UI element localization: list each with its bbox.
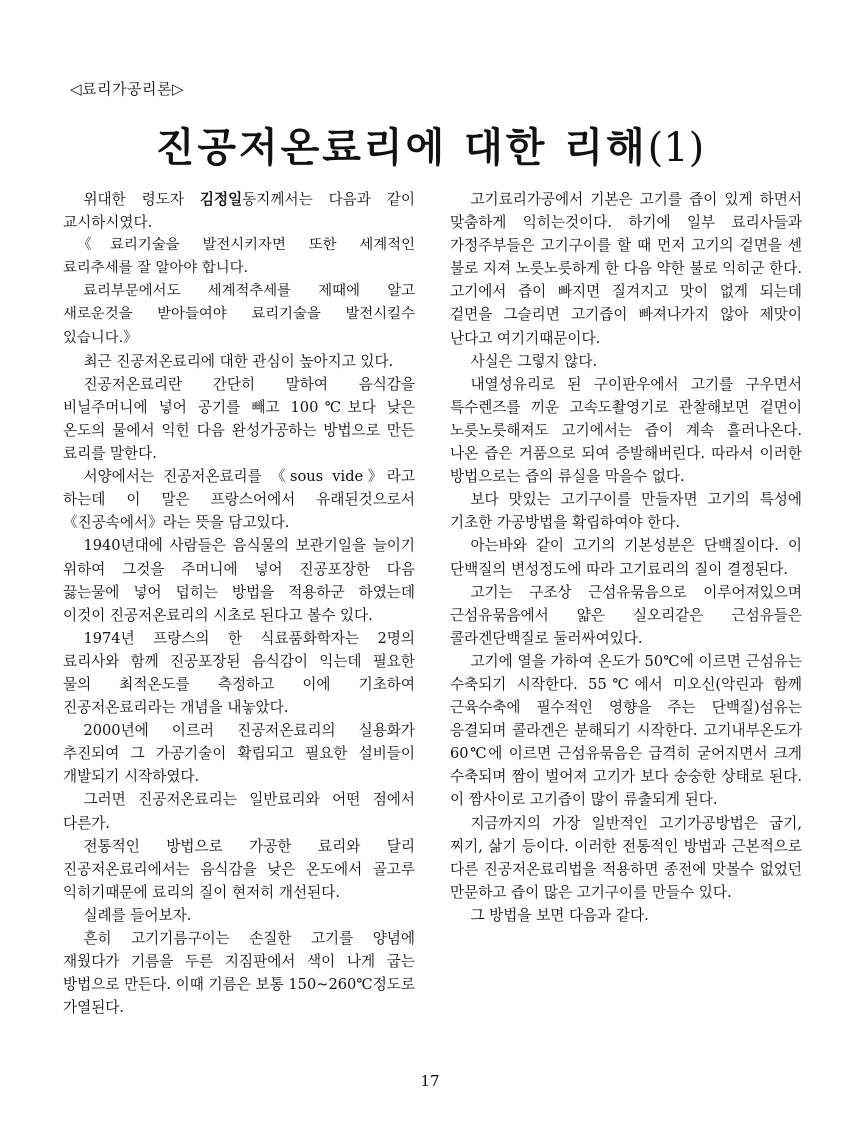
body-paragraph: 그 방법을 보면 다음과 같다. [470, 906, 649, 924]
body-paragraph: 1940년대에 사람들은 음식물의 보관기일을 늘이기 위하여 그것을 주머니에 넣어 진공포장한 다음 끓는물에 넣어 덥히는 방법을 적용하군 하였는데 이것이 진공저온료리의 시초로 된다고 볼수 있다. [63, 537, 415, 624]
body-paragraph: 진공저온료리란 간단히 말하여 음식감을 비닐주머니에 넣어 공기를 빼고 100℃보다 낮은 온도의 물에서 익힌 다음 완성가공하는 방법으로 만든 료리를 말한다. [63, 375, 415, 463]
body-paragraph: 서양에서는 진공저온료리를 《sous vide》라고 하는데 이 말은 프랑스어에서 유래된것으로서 《진공속에서》라는 뜻을 담고있다. [63, 468, 415, 532]
page-number: 17 [420, 1072, 440, 1090]
body-paragraph: 전통적인 방법으로 가공한 료리와 달리 진공저온료리에서는 음식감을 낮은 온도에서 골고루 익히기때문에 료리의 질이 현저히 개선된다. [63, 837, 415, 901]
article-title-text: 진공저온료리에 대한 리해 [155, 125, 648, 171]
intro-text-after: 동지께서는 다음과 같이 교시하시였다. [63, 191, 415, 232]
body-paragraph: 고기는 구조상 근섬유묶음으로 이루어져있으며 근섬유묶음에서 얇은 실오리같은 근섬유들은 콜라겐단백질로 둘러싸여있다. [450, 583, 802, 647]
body-paragraph: 흔히 고기기름구이는 손질한 고기를 양념에 재웠다가 기름을 두른 지짐판에서 색이 나게 굽는 방법으로 만든다. 이때 기름은 보통 150~260℃정도로 가열된다. [63, 930, 415, 1017]
body-paragraph: 내열성유리로 된 구이판우에서 고기를 구우면서 특수렌즈를 끼운 고속도촬영기로 관찰해보면 겉면이 노릇노릇해져도 고기에서는 즙이 계속 흘러나온다. 나온 즙은 거품으로 되여 증발해버린다. 따라서 이러한 방법으로는 즙의 류실을 막을수 없다. [450, 375, 802, 486]
body-paragraph: 사실은 그렇지 않다. [470, 352, 598, 370]
right-column [450, 188, 802, 927]
body-paragraph: 보다 맛있는 고기구이를 만들자면 고기의 특성에 기초한 가공방법을 확립하여야 한다. [450, 491, 802, 532]
body-paragraph: 최근 진공저온료리에 대한 관심이 높아지고 있다. [83, 352, 394, 370]
section-label: ◁료리가공리론▷ [70, 80, 185, 98]
body-paragraph: 고기료리가공에서 기본은 고기를 즙이 있게 하면서 맞춤하게 익히는것이다. 하기에 일부 료리사들과 가정주부들은 고기구이를 할 때 먼저 고기의 겉면을 센 불로 지져 노릇노릇하게 한 다음 약한 불로 익히군 한다. 고기에서 즙이 빠지면 질겨지고 맛이 없게 되는데 겉면을 그슬리면 고기즙이 빠져나가지 않아 제맛이 난다고 여기기때문이다. [450, 191, 802, 347]
body-paragraph: 아는바와 같이 고기의 기본성분은 단백질이다. 이 단백질의 변성정도에 따라 고기료리의 질이 결정된다. [450, 537, 802, 578]
intro-paragraph [63, 188, 415, 234]
body-paragraph: 실례를 들어보자. [83, 906, 192, 924]
body-paragraph: 2000년에 이르러 진공저온료리의 실용화가 추진되여 그 가공기술이 확립되고 필요한 설비들이 개발되기 시작하였다. [63, 722, 415, 786]
body-paragraph: 고기에 열을 가하여 온도가 50℃에 이르면 근섬유는 수축되기 시작한다. 55℃에서 미오신(악린과 함께 근육수축에 필수적인 영향을 주는 단백질)섬유는 응결되며 콜라겐은 분해되기 시작한다. 고기내부온도가 60℃에 이르면 근섬유묶음은 급격히 굳어지면서 크게 수축되며 짬이 벌어져 고기가 보다 숭숭한 상태로 된다. 이 짬사이로 고기즙이 많이 류출되게 된다. [450, 652, 802, 809]
quote-paragraph-2: 료리부문에서도 세계적추세를 제때에 알고 새로운것을 받아들여야 료리기술을 발전시킬수 있습니다.》 [63, 283, 415, 346]
intro-text-before: 위대한 령도자 [83, 191, 200, 208]
body-paragraph: 지금까지의 가장 일반적인 고기가공방법은 굽기, 찌기, 삶기 등이다. 이러한 전통적인 방법과 근본적으로 다른 진공저온료리법을 적용하면 종전에 맛볼수 없었던 만문하고 즙이 많은 고기구이를 만들수 있다. [450, 814, 802, 901]
quote-paragraph-1: 《료리기술을 발전시키자면 또한 세계적인 료리추세를 잘 알아야 합니다. [63, 237, 415, 277]
body-paragraph: 1974년 프랑스의 한 식료품화학자는 2명의 료리사와 함께 진공포장된 음식감이 익는데 필요한 물의 최적온도를 측정하고 이에 기초하여 진공저온료리라는 개념을 내놓았다. [63, 629, 415, 717]
leader-name: 김정일 [199, 191, 243, 208]
left-column [63, 188, 415, 1019]
article-title [0, 116, 860, 173]
body-paragraph: 그러면 진공저온료리는 일반료리와 어떤 점에서 다른가. [63, 791, 415, 832]
article-part-number: (1) [647, 125, 705, 171]
